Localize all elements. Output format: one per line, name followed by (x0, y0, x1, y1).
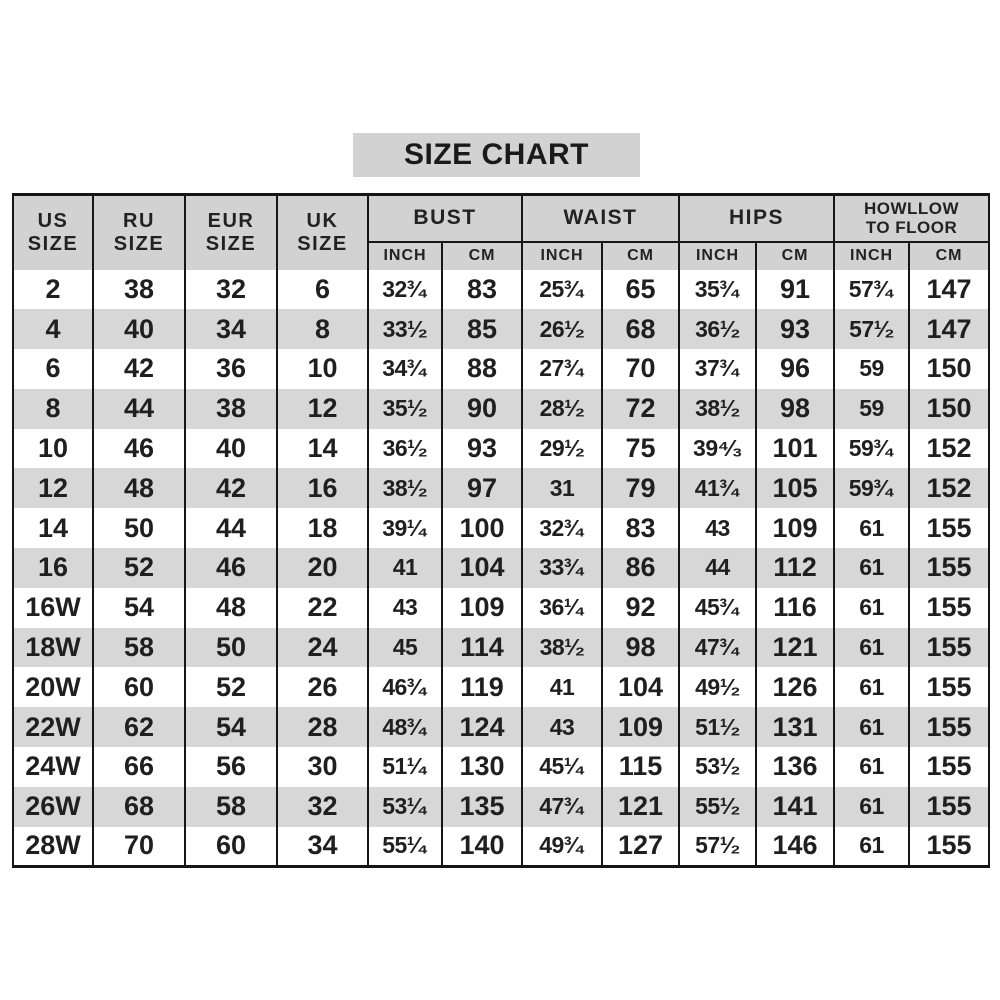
cell: 41³⁄₄ (679, 468, 756, 508)
cell: 35³⁄₄ (679, 270, 756, 310)
cell: 33³⁄₄ (522, 548, 602, 588)
cell: 53¹⁄₂ (679, 747, 756, 787)
cell: 93 (756, 309, 834, 349)
cell: 32³⁄₄ (522, 508, 602, 548)
cell: 116 (756, 588, 834, 628)
cell: 140 (442, 827, 522, 867)
cell: 32 (277, 787, 368, 827)
cell: 26¹⁄₂ (522, 309, 602, 349)
cell: 75 (602, 429, 679, 469)
cell: 155 (909, 747, 989, 787)
cell: 49³⁄₄ (522, 827, 602, 867)
cell: 8 (277, 309, 368, 349)
cell: 109 (602, 707, 679, 747)
cell: 58 (93, 628, 185, 668)
cell: 12 (277, 389, 368, 429)
cell: 101 (756, 429, 834, 469)
cell: 105 (756, 468, 834, 508)
cell: 79 (602, 468, 679, 508)
header-bust-inch: INCH (368, 242, 442, 270)
cell: 88 (442, 349, 522, 389)
cell: 10 (13, 429, 93, 469)
header-ru-size: RU SIZE (93, 195, 185, 270)
cell: 48³⁄₄ (368, 707, 442, 747)
cell: 152 (909, 468, 989, 508)
cell: 155 (909, 827, 989, 867)
cell: 20 (277, 548, 368, 588)
cell: 66 (93, 747, 185, 787)
cell: 147 (909, 270, 989, 310)
cell: 25³⁄₄ (522, 270, 602, 310)
cell: 141 (756, 787, 834, 827)
table-row (13, 429, 989, 469)
cell: 55¹⁄₂ (679, 787, 756, 827)
cell: 85 (442, 309, 522, 349)
cell: 152 (909, 429, 989, 469)
cell: 126 (756, 667, 834, 707)
table-row (13, 508, 989, 548)
cell: 155 (909, 588, 989, 628)
header-uk-size: UK SIZE (277, 195, 368, 270)
cell: 127 (602, 827, 679, 867)
cell: 61 (834, 588, 909, 628)
header-hips: HIPS (679, 195, 834, 242)
cell: 35¹⁄₂ (368, 389, 442, 429)
cell: 32³⁄₄ (368, 270, 442, 310)
cell: 147 (909, 309, 989, 349)
cell: 100 (442, 508, 522, 548)
cell: 33¹⁄₂ (368, 309, 442, 349)
table-row (13, 389, 989, 429)
cell: 70 (93, 827, 185, 867)
cell: 6 (13, 349, 93, 389)
cell: 14 (277, 429, 368, 469)
cell: 16W (13, 588, 93, 628)
cell: 24 (277, 628, 368, 668)
cell: 90 (442, 389, 522, 429)
cell: 20W (13, 667, 93, 707)
cell: 114 (442, 628, 522, 668)
cell: 38¹⁄₂ (522, 628, 602, 668)
cell: 97 (442, 468, 522, 508)
cell: 70 (602, 349, 679, 389)
cell: 61 (834, 787, 909, 827)
cell: 61 (834, 508, 909, 548)
cell: 41 (368, 548, 442, 588)
cell: 36¹⁄₂ (679, 309, 756, 349)
cell: 6 (277, 270, 368, 310)
header-waist: WAIST (522, 195, 679, 242)
table-row (13, 270, 989, 310)
table-row (13, 827, 989, 867)
cell: 54 (185, 707, 277, 747)
cell: 155 (909, 707, 989, 747)
header-bust: BUST (368, 195, 522, 242)
table-row (13, 548, 989, 588)
cell: 29¹⁄₂ (522, 429, 602, 469)
table-row (13, 588, 989, 628)
cell: 59 (834, 349, 909, 389)
cell: 14 (13, 508, 93, 548)
cell: 68 (93, 787, 185, 827)
cell: 61 (834, 747, 909, 787)
cell: 44 (679, 548, 756, 588)
cell: 43 (522, 707, 602, 747)
table-row (13, 667, 989, 707)
cell: 135 (442, 787, 522, 827)
cell: 112 (756, 548, 834, 588)
cell: 38¹⁄₂ (368, 468, 442, 508)
table-row (13, 787, 989, 827)
cell: 34³⁄₄ (368, 349, 442, 389)
cell: 2 (13, 270, 93, 310)
cell: 155 (909, 508, 989, 548)
cell: 109 (442, 588, 522, 628)
header-row-groups (13, 195, 989, 242)
cell: 83 (442, 270, 522, 310)
cell: 50 (93, 508, 185, 548)
cell: 47³⁄₄ (522, 787, 602, 827)
cell: 98 (602, 628, 679, 668)
cell: 57³⁄₄ (834, 270, 909, 310)
cell: 44 (93, 389, 185, 429)
table-row (13, 707, 989, 747)
cell: 39⁴⁄₃ (679, 429, 756, 469)
cell: 42 (93, 349, 185, 389)
cell: 52 (185, 667, 277, 707)
cell: 31 (522, 468, 602, 508)
cell: 36 (185, 349, 277, 389)
cell: 130 (442, 747, 522, 787)
cell: 44 (185, 508, 277, 548)
cell: 34 (185, 309, 277, 349)
cell: 109 (756, 508, 834, 548)
cell: 60 (185, 827, 277, 867)
cell: 61 (834, 628, 909, 668)
cell: 104 (602, 667, 679, 707)
page-title: SIZE CHART (404, 138, 589, 171)
cell: 155 (909, 628, 989, 668)
cell: 22W (13, 707, 93, 747)
header-eur-size: EUR SIZE (185, 195, 277, 270)
cell: 47³⁄₄ (679, 628, 756, 668)
cell: 38 (93, 270, 185, 310)
cell: 10 (277, 349, 368, 389)
cell: 121 (602, 787, 679, 827)
cell: 119 (442, 667, 522, 707)
cell: 98 (756, 389, 834, 429)
cell: 4 (13, 309, 93, 349)
cell: 39¹⁄₄ (368, 508, 442, 548)
cell: 26W (13, 787, 93, 827)
cell: 57¹⁄₂ (834, 309, 909, 349)
cell: 53¹⁄₄ (368, 787, 442, 827)
cell: 45³⁄₄ (679, 588, 756, 628)
cell: 50 (185, 628, 277, 668)
cell: 59 (834, 389, 909, 429)
header-hips-cm: CM (756, 242, 834, 270)
cell: 18 (277, 508, 368, 548)
cell: 41 (522, 667, 602, 707)
header-waist-cm: CM (602, 242, 679, 270)
header-howllow-to-floor: HOWLLOW TO FLOOR (834, 195, 989, 242)
cell: 43 (368, 588, 442, 628)
table-row (13, 747, 989, 787)
cell: 58 (185, 787, 277, 827)
cell: 49¹⁄₂ (679, 667, 756, 707)
cell: 121 (756, 628, 834, 668)
cell: 12 (13, 468, 93, 508)
cell: 131 (756, 707, 834, 747)
cell: 68 (602, 309, 679, 349)
header-bust-cm: CM (442, 242, 522, 270)
cell: 27³⁄₄ (522, 349, 602, 389)
cell: 150 (909, 389, 989, 429)
size-chart-table (12, 193, 990, 868)
cell: 83 (602, 508, 679, 548)
cell: 62 (93, 707, 185, 747)
cell: 40 (185, 429, 277, 469)
cell: 93 (442, 429, 522, 469)
cell: 16 (13, 548, 93, 588)
header-waist-inch: INCH (522, 242, 602, 270)
cell: 72 (602, 389, 679, 429)
cell: 43 (679, 508, 756, 548)
cell: 52 (93, 548, 185, 588)
cell: 36¹⁄₂ (368, 429, 442, 469)
cell: 55¹⁄₄ (368, 827, 442, 867)
cell: 42 (185, 468, 277, 508)
cell: 45 (368, 628, 442, 668)
cell: 51¹⁄₂ (679, 707, 756, 747)
cell: 115 (602, 747, 679, 787)
header-us-size: US SIZE (13, 195, 93, 270)
cell: 40 (93, 309, 185, 349)
cell: 65 (602, 270, 679, 310)
cell: 136 (756, 747, 834, 787)
cell: 59³⁄₄ (834, 468, 909, 508)
cell: 155 (909, 548, 989, 588)
cell: 96 (756, 349, 834, 389)
cell: 146 (756, 827, 834, 867)
cell: 86 (602, 548, 679, 588)
cell: 61 (834, 667, 909, 707)
cell: 51¹⁄₄ (368, 747, 442, 787)
cell: 155 (909, 667, 989, 707)
header-hips-inch: INCH (679, 242, 756, 270)
cell: 24W (13, 747, 93, 787)
cell: 22 (277, 588, 368, 628)
cell: 28 (277, 707, 368, 747)
cell: 54 (93, 588, 185, 628)
cell: 92 (602, 588, 679, 628)
cell: 30 (277, 747, 368, 787)
cell: 61 (834, 548, 909, 588)
cell: 104 (442, 548, 522, 588)
cell: 37³⁄₄ (679, 349, 756, 389)
cell: 46³⁄₄ (368, 667, 442, 707)
cell: 150 (909, 349, 989, 389)
table-row (13, 349, 989, 389)
cell: 32 (185, 270, 277, 310)
cell: 124 (442, 707, 522, 747)
size-table-body (13, 270, 989, 867)
cell: 59³⁄₄ (834, 429, 909, 469)
table-row (13, 628, 989, 668)
cell: 48 (185, 588, 277, 628)
cell: 91 (756, 270, 834, 310)
table-row (13, 468, 989, 508)
table-row (13, 309, 989, 349)
cell: 48 (93, 468, 185, 508)
cell: 18W (13, 628, 93, 668)
cell: 26 (277, 667, 368, 707)
header-howllow-cm: CM (909, 242, 989, 270)
header-howllow-inch: INCH (834, 242, 909, 270)
cell: 60 (93, 667, 185, 707)
cell: 56 (185, 747, 277, 787)
cell: 36¹⁄₄ (522, 588, 602, 628)
cell: 38¹⁄₂ (679, 389, 756, 429)
cell: 155 (909, 787, 989, 827)
cell: 28¹⁄₂ (522, 389, 602, 429)
title-box (353, 133, 640, 177)
cell: 16 (277, 468, 368, 508)
cell: 8 (13, 389, 93, 429)
cell: 46 (185, 548, 277, 588)
cell: 46 (93, 429, 185, 469)
cell: 45¹⁄₄ (522, 747, 602, 787)
cell: 61 (834, 827, 909, 867)
cell: 28W (13, 827, 93, 867)
cell: 38 (185, 389, 277, 429)
cell: 61 (834, 707, 909, 747)
cell: 57¹⁄₂ (679, 827, 756, 867)
cell: 34 (277, 827, 368, 867)
